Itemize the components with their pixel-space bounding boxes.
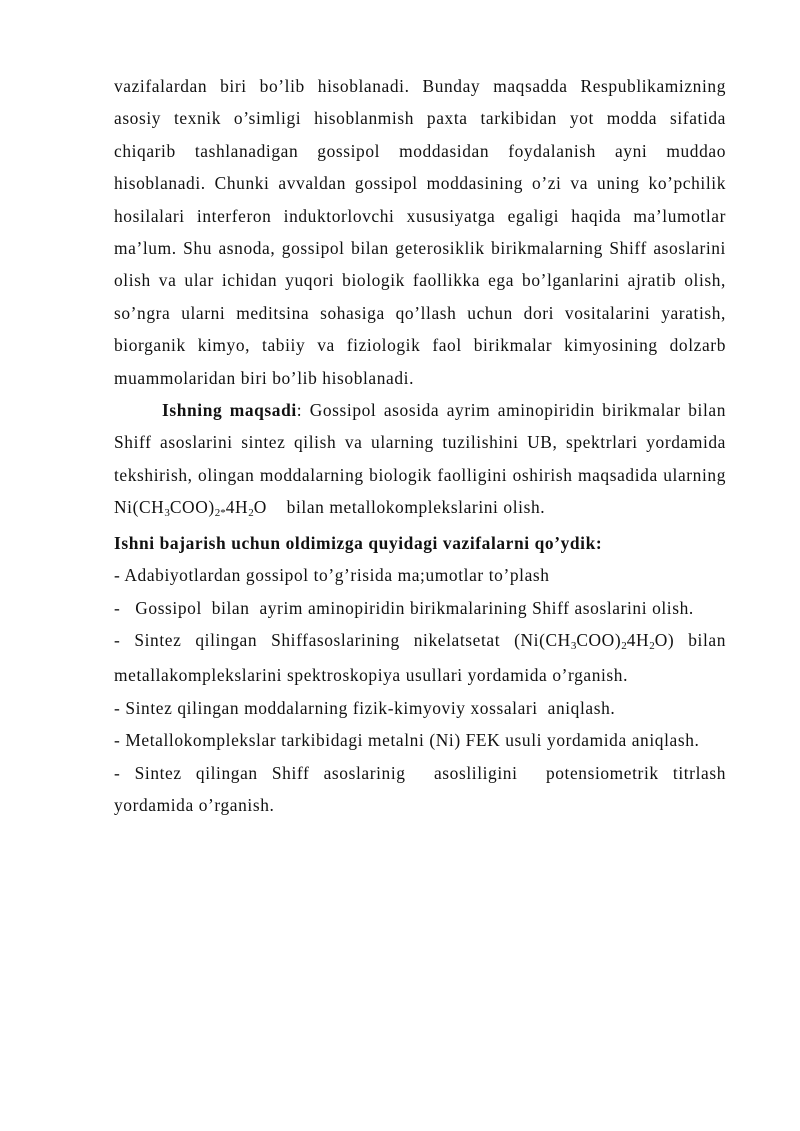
intro-paragraph: vazifalardan biri bo’lib hisoblanadi. Bunday maqsadda Respublikamizning asosiy texnik o’simligi hisoblanmish paxta tarkibidan yot modda sifatida chiqarib tashlanadigan gossipol moddasidan foydalanish ayni muddao hisoblanadi. Chunki avvaldan gossipol moddasining o’zi va uning ko’pchilik hosilalari interferon induktorlovchi xususiyatga egaligi haqida ma’lumotlar ma’lum. Shu asnoda, gossipol bilan geterosiklik birikmalarning Shiff asoslarini olish va ular ichidan yuqori biologik faollikka ega bo’lganlarini ajratib olish, so’ngra ularni meditsina sohasiga qo’llash uchun dori vositalarini yaratish, biorganik kimyo, tabiiy va fiziologik faol birikmalar kimyosining dolzarb muammolaridan biri bo’lib hisoblanadi.: [114, 76, 726, 388]
task-item-4: - Sintez qilingan moddalarning fizik-kimyoviy xossalari aniqlash.: [114, 697, 616, 718]
task-item-2: - Gossipol bilan ayrim aminopiridin birikmalarining Shiff asoslarini olish.: [114, 597, 694, 618]
goal-text-mid-1: COO): [169, 497, 215, 518]
task-item-1: - Adabiyotlardan gossipol to’g’risida ma;umotlar to’plash: [114, 565, 550, 586]
goal-text-mid-2: 4H: [225, 497, 249, 518]
task3-sub-3: 2: [649, 639, 655, 652]
goal-sub-3: 2: [248, 507, 254, 520]
task-item-6: - Sintez qilingan Shiff asoslarinig asosliligini potensiometrik titrlash yordamida o’rganish.: [114, 762, 731, 815]
goal-text-after: O bilan metallokomplekslarini olish.: [253, 497, 546, 518]
task3-sub-1: 3: [570, 639, 577, 652]
goal-text-before: : Gossipol asosida ayrim aminopiridin birikmalar bilan Shiff asoslarini sintez qilish va ularning tuzilishini UB, spektrlari yordamida tekshirish, olingan moddalarning biologik faolligini oshirish maqsadida ularning Ni(CH: [114, 400, 727, 518]
goal-sub-2: 2*: [214, 507, 226, 520]
task-item-3: [114, 624, 726, 692]
document-page: [114, 70, 731, 821]
task-item-5: - Metallokomplekslar tarkibidagi metalni (Ni) FEK usuli yordamida aniqlash.: [114, 730, 700, 751]
task3-text-mid-2: 4H: [626, 629, 650, 650]
task3-text-after: O) bilan metallakomplekslarini spektroskopiya usullari yordamida o’rganish.: [114, 629, 726, 686]
task3-text-before: - Sintez qilingan Shiffasoslarining nikelatsetat (Ni(CH: [114, 629, 571, 650]
tasks-heading: Ishni bajarish uchun oldimizga quyidagi vazifalarni qo’ydik:: [114, 532, 603, 553]
goal-paragraph: [114, 394, 726, 527]
task3-sub-2: 2: [621, 639, 627, 652]
goal-sub-1: 3: [164, 507, 170, 520]
task3-text-mid-1: COO): [576, 629, 622, 650]
goal-label: Ishning maqsadi: [162, 400, 297, 421]
